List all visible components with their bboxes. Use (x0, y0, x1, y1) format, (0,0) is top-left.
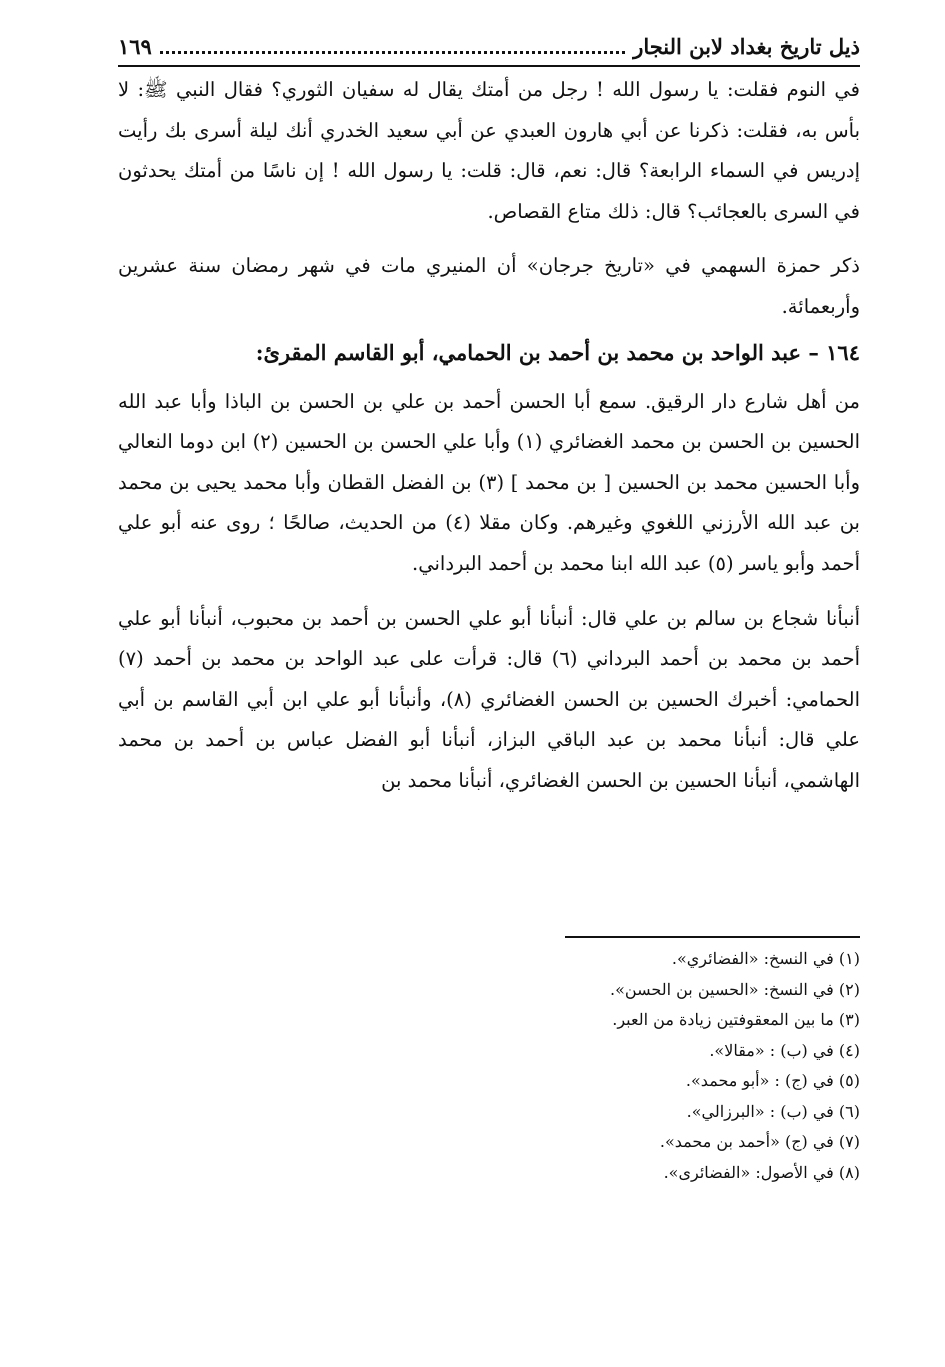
footnote-2: (٢) في النسخ: «الحسين بن الحسن». (610, 979, 860, 999)
footnote-3: (٣) ما بين المعقوفتين زيادة من العبر. (612, 1010, 860, 1029)
paragraph-2: ذكر حمزة السهمي في «تاريخ جرجان» أن المنيري مات في شهر رمضان سنة عشرين وأربعمائة. (118, 254, 860, 318)
footnote-rule (565, 936, 860, 938)
footnote-1: (١) في النسخ: «الفضائري». (671, 949, 860, 968)
header-rule (118, 65, 860, 67)
page-number: ١٦٩ (118, 33, 152, 59)
main-text (118, 70, 860, 802)
footnote-6: (٦) في (ب) : «البرزالي». (686, 1101, 860, 1121)
running-title: ذيل تاريخ بغداد لابن النجار (633, 33, 860, 59)
footnote-8: (٨) في الأصول: «الفضائرى». (663, 1162, 860, 1182)
running-header (118, 28, 860, 64)
entry-paragraph-2: أنبأنا شجاع بن سالم بن علي قال: أنبأنا أبو علي الحسن بن أحمد بن محبوب، أنبأنا أبو علي أحمد بن محمد بن أحمد البرداني (٦) قال: قرأت على عبد الواحد بن محمد بن أحمد (٧) الحمامي: أخبرك الحسين بن الحسن الغضائري (٨)، وأنبأنا أبو علي ابن أبي القاسم بن أبي علي قال: أنبأنا محمد بن عبد الباقي البزاز، أنبأنا أبو الفضل عباس بن أحمد بن محمد الهاشمي، أنبأنا الحسين بن الحسن الغضائري، أنبأنا محمد بن (118, 606, 860, 792)
paragraph-1: في النوم فقلت: يا رسول الله ! رجل من أمتك يقال له سفيان الثوري؟ فقال النبي ﷺ: لا بأس به، فقلت: ذكرنا عن أبي هارون العبدي عن أبي سعيد الخدري أنك ليلة أسرى بك رأيت إدريس في السماء الرابعة؟ قال: نعم، قال: قلت: يا رسول الله ! إن ناسًا من أمتك يحدثون في السرى بالعجائب؟ قال: ذلك متاع القصاص. (118, 78, 860, 223)
footnote-5: (٥) في (ج) : «أبو محمد». (685, 1071, 860, 1090)
footnote-7: (٧) في (ج) «أحمد بن محمد». (659, 1132, 860, 1151)
footnotes (300, 944, 860, 1188)
header-leader-dots (160, 39, 625, 54)
entry-paragraph-1: من أهل شارع دار الرقيق. سمع أبا الحسن أحمد بن علي بن الحسن بن الباذا وأبا عبد الله الحسين بن الحسن بن محمد الغضائري (١) وأبا علي الحسن بن الحسين (٢) ابن دوما النعالي وأبا الحسين محمد بن الحسين [ بن محمد ] (٣) بن الفضل القطان وأبا محمد يحيى بن محمد بن عبد الله الأرزني اللغوي وغيرهم. وكان مقلا (٤) من الحديث، صالحًا ؛ روى عنه أبو علي أحمد وأبو ياسر (٥) عبد الله ابنا محمد بن أحمد البرداني. (118, 389, 860, 575)
entry-heading: ١٦٤ – عبد الواحد بن محمد بن أحمد بن الحمامي، أبو القاسم المقرئ: (255, 339, 860, 365)
footnote-4: (٤) في (ب) : «مقالا». (709, 1040, 860, 1060)
